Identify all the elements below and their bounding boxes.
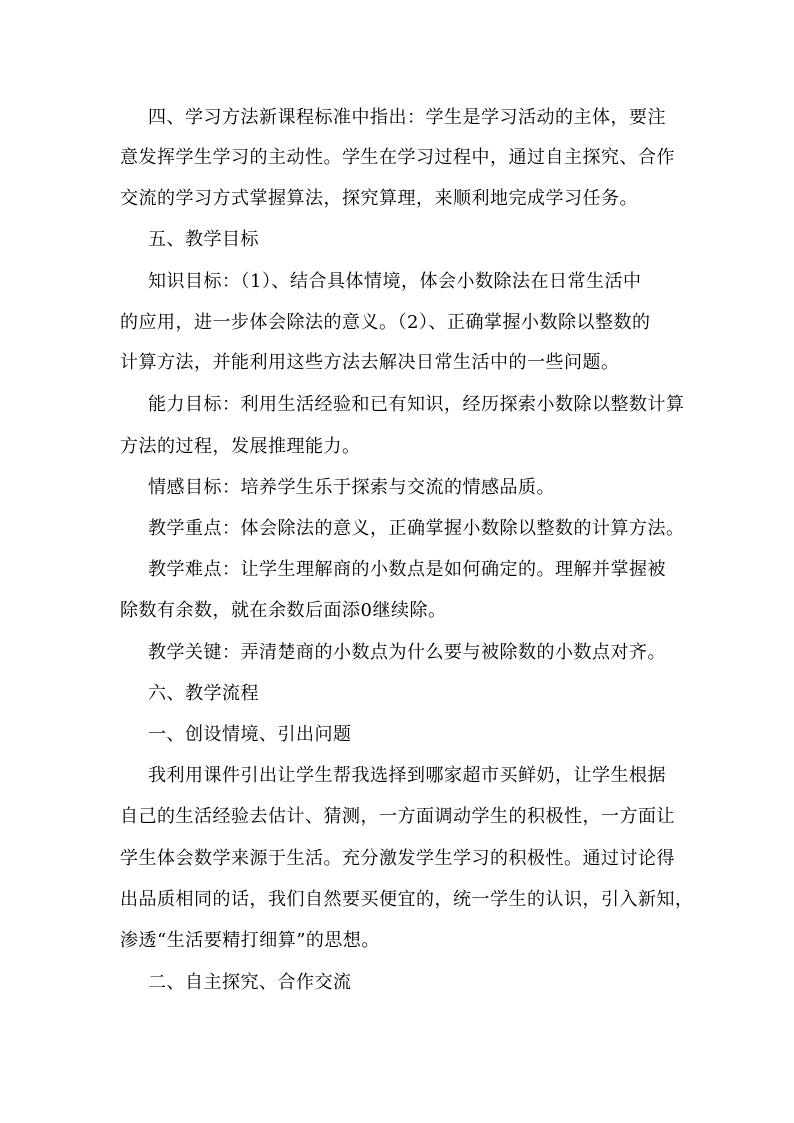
paragraph-situation-line-5: 渗透“生活要精打细算”的思想。 — [120, 930, 380, 951]
heading-teaching-process: 六、教学流程 — [148, 683, 259, 704]
paragraph-situation-line-1: 我利用课件引出让学生帮我选择到哪家超市买鲜奶，让学生根据 — [148, 765, 666, 786]
heading-teaching-goals: 五、教学目标 — [148, 229, 259, 250]
paragraph-knowledge-goal-line-2: 的应用，进一步体会除法的意义。（2）、正确掌握小数除以整数的 — [120, 312, 651, 333]
paragraph-learning-method-line-1: 四、学习方法新课程标准中指出：学生是学习活动的主体，要注 — [148, 107, 666, 128]
paragraph-learning-method-line-3: 交流的学习方式掌握算法，探究算理，来顺利地完成学习任务。 — [120, 188, 638, 209]
paragraph-teaching-difficulty-line-2: 除数有余数，就在余数后面添0继续除。 — [120, 600, 447, 621]
paragraph-ability-goal-line-2: 方法的过程，发展推理能力。 — [120, 436, 361, 457]
paragraph-teaching-focus: 教学重点：体会除法的意义，正确掌握小数除以整数的计算方法。 — [148, 518, 685, 539]
paragraph-learning-method-line-2: 意发挥学生学习的主动性。学生在学习过程中，通过自主探究、合作 — [120, 147, 675, 168]
heading-self-exploration: 二、自主探究、合作交流 — [148, 972, 352, 993]
heading-create-situation: 一、创设情境、引出问题 — [148, 724, 352, 745]
paragraph-knowledge-goal-line-3: 计算方法，并能利用这些方法去解决日常生活中的一些问题。 — [120, 352, 620, 373]
paragraph-knowledge-goal-line-1: 知识目标：（1）、结合具体情境，体会小数除法在日常生活中 — [148, 271, 642, 292]
paragraph-situation-line-3: 学生体会数学来源于生活。充分激发学生学习的积极性。通过讨论得 — [120, 848, 675, 869]
paragraph-teaching-difficulty-line-1: 教学难点：让学生理解商的小数点是如何确定的。理解并掌握被 — [148, 559, 666, 580]
paragraph-situation-line-4: 出品质相同的话，我们自然要买便宜的，统一学生的认识，引入新知， — [120, 889, 694, 910]
paragraph-emotion-goal: 情感目标：培养学生乐于探索与交流的情感品质。 — [148, 477, 555, 498]
paragraph-teaching-key: 教学关键：弄清楚商的小数点为什么要与被除数的小数点对齐。 — [148, 642, 666, 663]
paragraph-ability-goal-line-1: 能力目标：利用生活经验和已有知识，经历探索小数除以整数计算 — [148, 394, 685, 415]
paragraph-situation-line-2: 自己的生活经验去估计、猜测，一方面调动学生的积极性，一方面让 — [120, 806, 675, 827]
